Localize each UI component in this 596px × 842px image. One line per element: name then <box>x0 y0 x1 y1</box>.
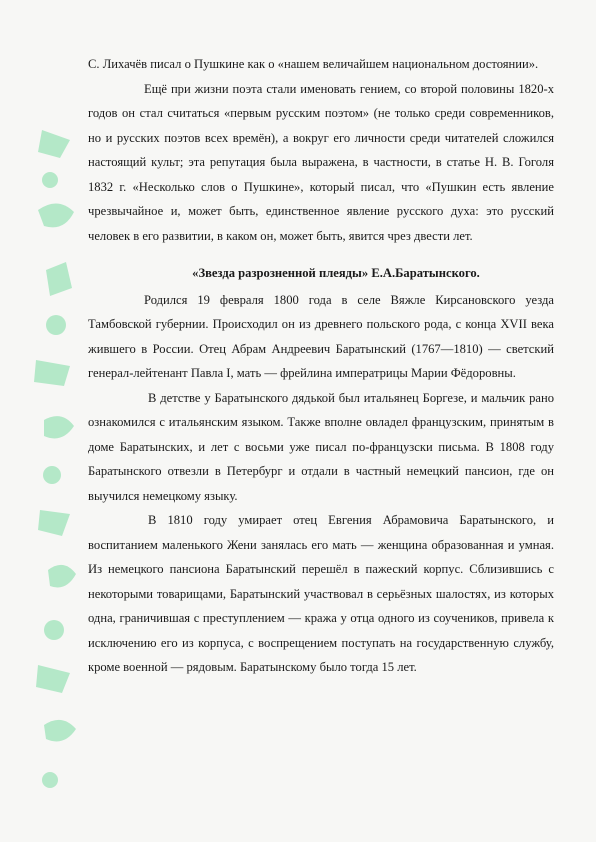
paragraph: В 1810 году умирает отец Евгения Абрамовича Баратынского, и воспитанием маленького Жени занялась его мать — женщина образованная и умная. Из немецкого пансиона Баратынский перешёл в пажеский корпус. Сблизившись с некоторыми товарищами, Баратынский участвовал в серьёзных шалостях, из которых одна, граничившая с преступлением — кража у отца одного из соучеников, привела к исключению его из корпуса, с воспрещением поступать на государственную службу, кроме военной — рядовым. Баратынскому было тогда 15 лет. <box>88 513 554 674</box>
section-heading: «Звезда разрозненной плеяды» Е.А.Баратынского. <box>192 266 480 280</box>
paragraph: С. Лихачёв писал о Пушкине как о «нашем величайшем национальном достоянии». <box>88 57 539 71</box>
paragraph: Ещё при жизни поэта стали именовать гением, со второй половины 1820-х годов он стал считаться «первым русским поэтом» (не только среди современников, но и русских поэтов всех времён), а вокруг его личности среди читателей сложился настоящий культ; эта репутация была выражена, в частности, в статье Н. В. Гоголя 1832 г. «Несколько слов о Пушкине», который писал, что «Пушкин есть явление чрезвычайное и, может быть, единственное явление русского духа: это русский человек в его развитии, в каком он, может быть, явится чрез двести лет. <box>88 81 554 243</box>
paragraph: Родился 19 февраля 1800 года в селе Вяжле Кирсановского уезда Тамбовской губернии. Происходил он из древнего польского рода, с конца XVII века жившего в России. Отец Абрам Андреевич Баратынский (1767—1810) — светский генерал-лейтенант Павла I, мать — фрейлина императрицы Марии Фёдоровны. <box>88 292 554 380</box>
paragraph: В детстве у Баратынского дядькой был итальянец Боргезе, и мальчик рано ознакомился с итальянским языком. Также вполне овладел французским, принятым в доме Баратынских, и лет с восьми уже писал по-французски письма. В 1808 году Баратынского отвезли в Петербург и отдали в частный немецкий пансион, где он выучился немецкому языку. <box>88 390 554 503</box>
document-body <box>88 52 554 680</box>
